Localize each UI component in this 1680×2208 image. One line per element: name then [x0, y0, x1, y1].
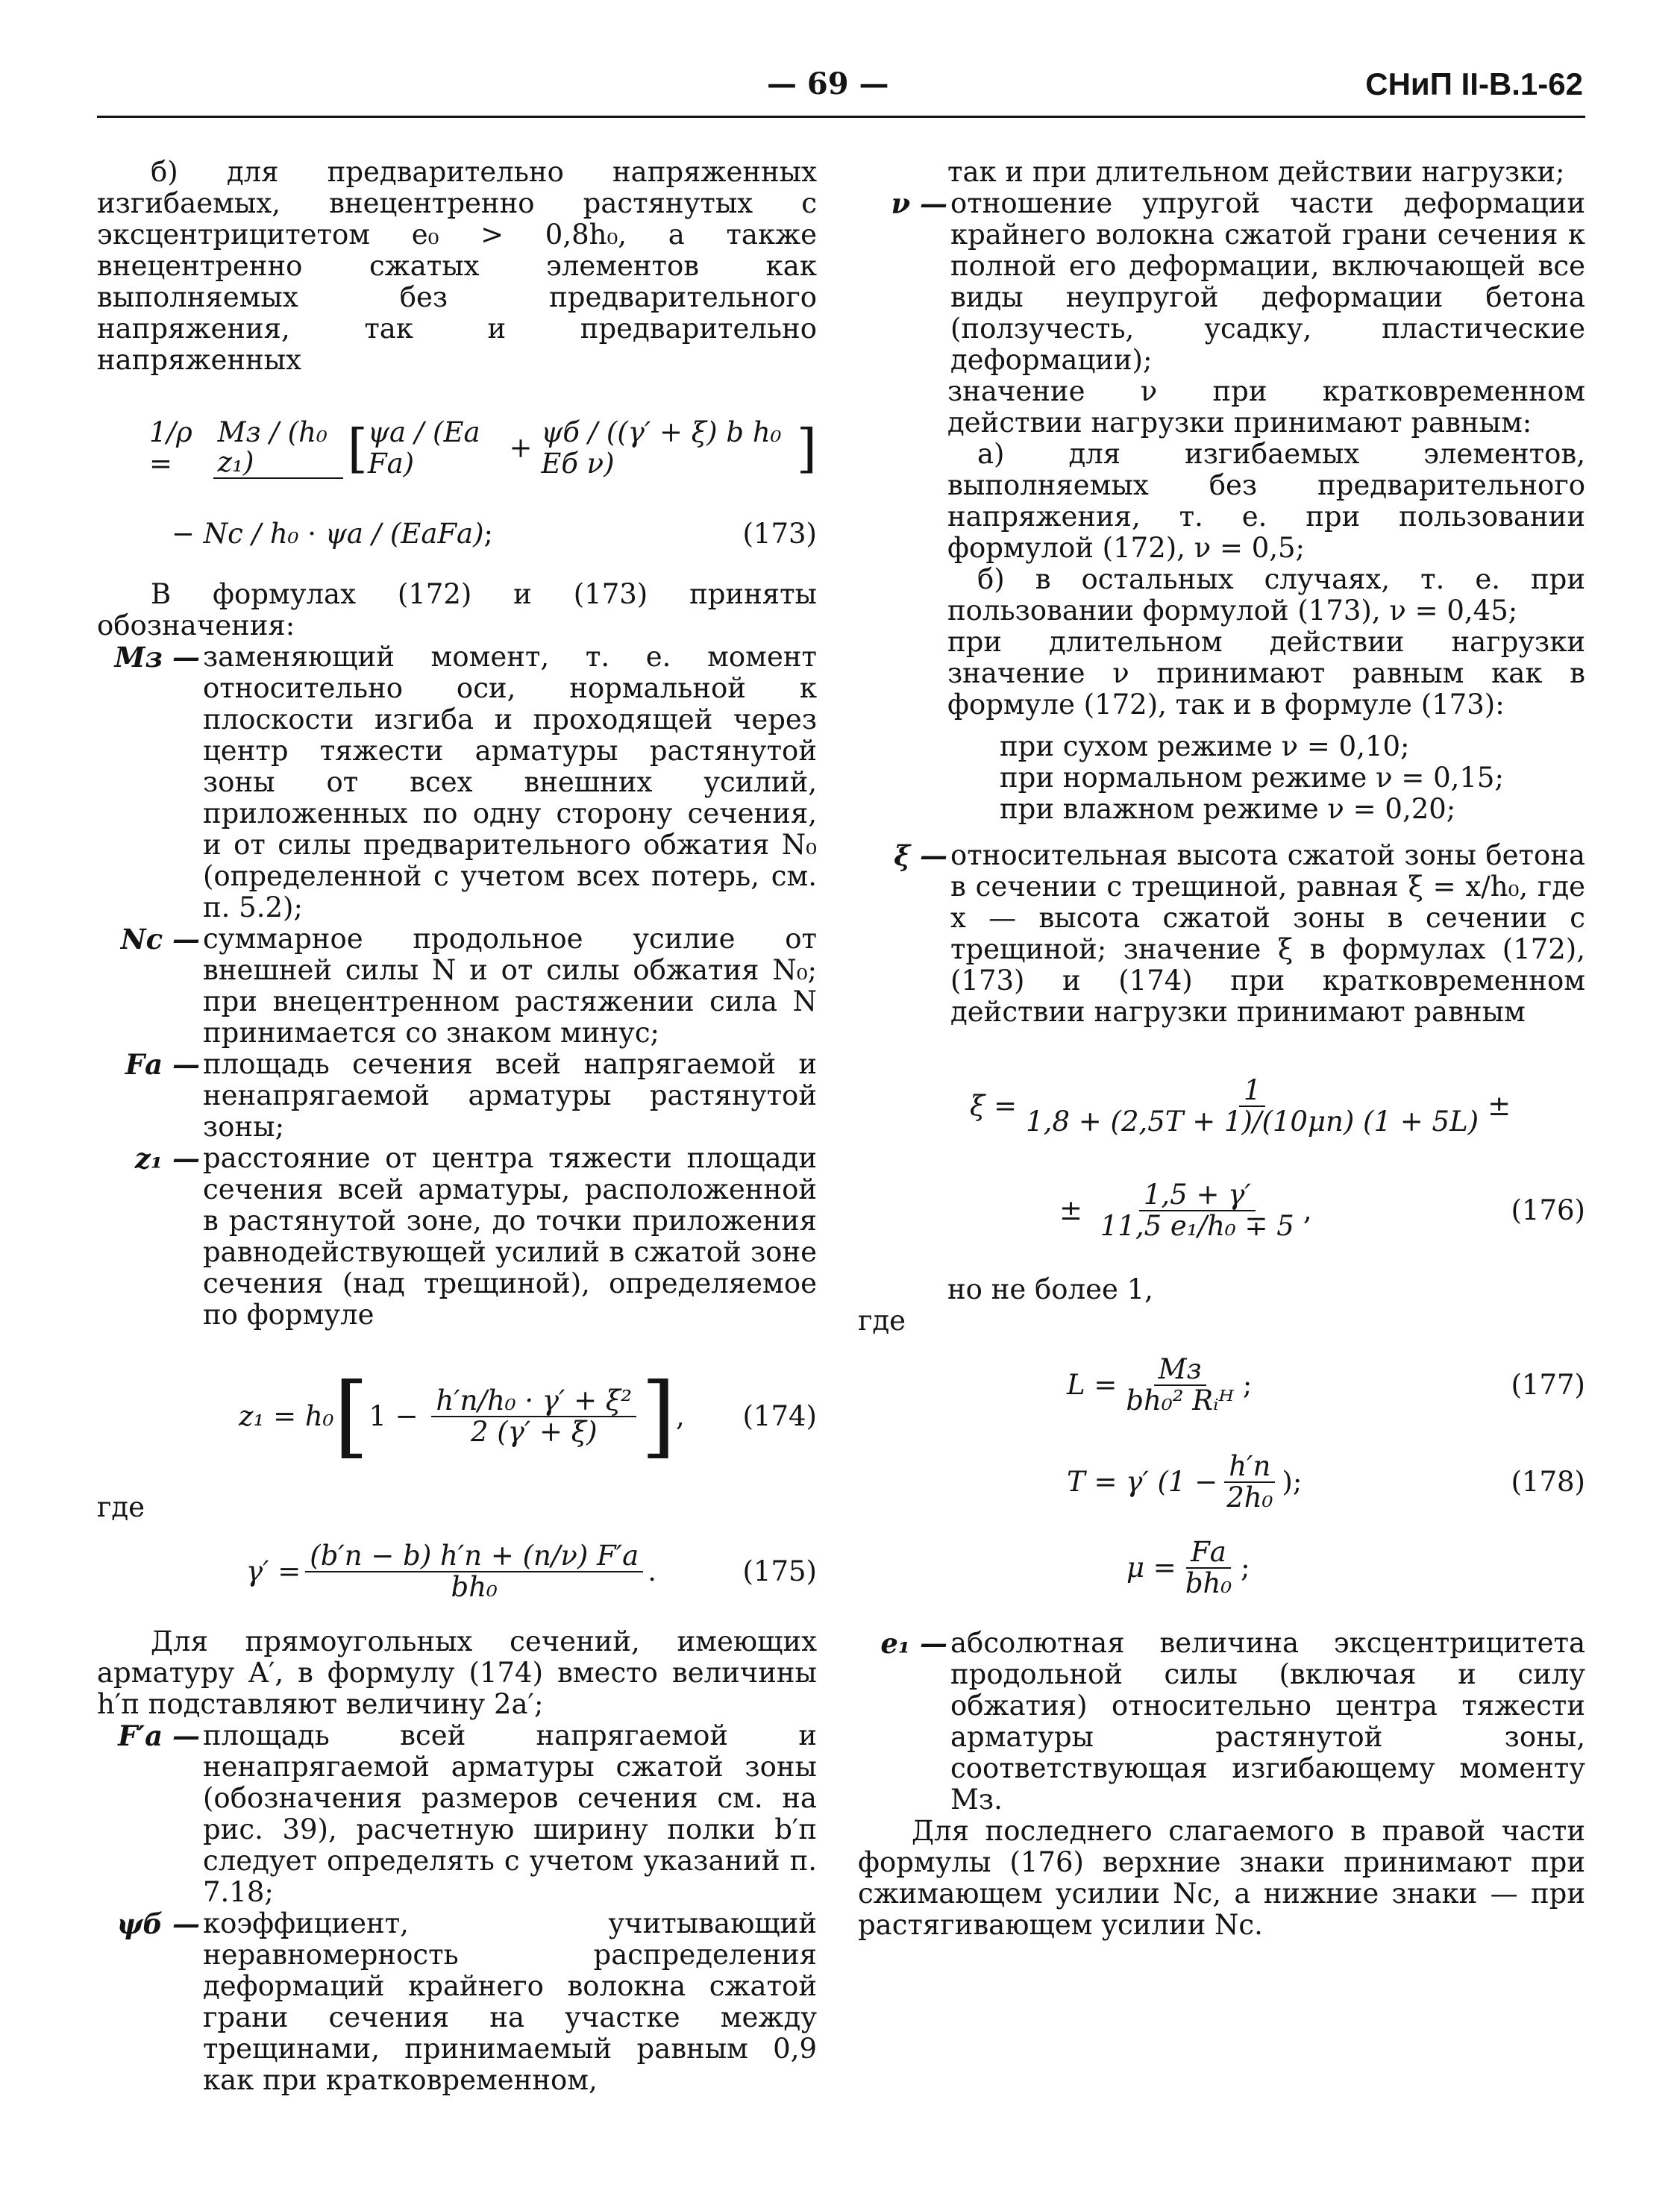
eq175-den: bh₀ [451, 1571, 498, 1603]
page-header [0, 66, 1680, 110]
eq177-lhs: L = [1067, 1369, 1118, 1401]
final-paragraph: Для последнего слагаемого в правой части формулы (176) верхние знаки принимают при сжимающем усилии Nс, а нижние знаки — при растягивающем усилии Nс. [858, 1815, 1585, 1941]
nu-a: а) для изгибаемых элементов, выполняемых без предварительного напряжения, т. е. при пользовании формулой (172), ν = 0,5; [947, 438, 1585, 564]
eq176-num2: 1,5 + γ′ [1139, 1180, 1256, 1211]
eq173-number: (173) [742, 518, 817, 550]
eq174-den: 2 (γ′ + ξ) [470, 1416, 598, 1448]
def-e1: e₁ — абсолютная величина эксцентрицитета продольной силы (включая и силу обжатия) относительно центра тяжести арматуры растянутой зоны, соответствующая изгибающему моменту Mз. [880, 1627, 1585, 1816]
eq176-num: 1 [1239, 1076, 1266, 1107]
page-number: — 69 — [767, 66, 889, 101]
def-nu: ν — отношение упругой части деформации крайнего волокна сжатой грани сечения к полной его деформации, включающей все виды неупругой деформации бетона (ползучесть, усадку, пластические деформации); [891, 187, 1585, 376]
def-fa: Fа — площадь сечения всей напрягаемой и ненапрягаемой арматуры растянутой зоны; [125, 1048, 817, 1143]
eq-mu-den: bh₀ [1185, 1567, 1232, 1599]
eq177-num: Mз [1154, 1355, 1206, 1386]
equation-173: 1/ρ = Mз / (h₀ z₁) [ ψа / (Eа Fа) + ψб / ((γ′ + ξ) b h₀ Eб ν) ] [149, 416, 817, 480]
mode-dry: при сухом режиме ν = 0,10; [1000, 730, 1410, 762]
eq173-t5: ψа / (EаFа) [325, 518, 484, 550]
eq175-lhs: γ′ = [246, 1555, 301, 1587]
eq178-num: h′п [1224, 1452, 1275, 1483]
eq173-t1: Mз / (h₀ z₁) [213, 418, 343, 479]
eq176-den: 1,8 + (2,5T + 1)/(10μn) (1 + 5L) [1026, 1105, 1479, 1138]
para-b: б) для предварительно напряженных изгибаемых, внецентренно растянутых с эксцентрицитетом e₀ > 0,8h₀, а также внецентренно сжатых элементов как выполняемых без предварительного напряжения, так и предварительно напряженных [97, 156, 817, 376]
eq176-pm: ± [1488, 1090, 1511, 1122]
def-nc: Nс — суммарное продольное усилие от внешней силы N и от силы обжатия N₀; при внецентренном растяжении сила N принимается со знаком минус; [120, 923, 817, 1049]
equation-175: γ′ = $\frac{(b'п - b) h'п + (n/\nu) F'а}{\text{bh₀}}$ . (175) [246, 1540, 817, 1603]
where-2: где [858, 1305, 906, 1337]
eq178-lhs: T = γ′ (1 − [1067, 1466, 1218, 1498]
eq174-number: (174) [742, 1400, 817, 1432]
def-fa-prime: F′а — площадь всей напрягаемой и ненапрягаемой арматуры сжатой зоны (обозначения размеров сечения см. на рис. 39), расчетную ширину полки b′п следует определять с учетом указаний п. 7.18; [118, 1719, 817, 1908]
def-z1: z₁ — расстояние от центра тяжести площади сечения всей арматуры, расположенной в растянутой зоне, до точки приложения равнодействующей усилий в сжатой зоне сечения (над трещиной), определяемое по формуле [134, 1142, 817, 1331]
modes-list [858, 731, 1585, 825]
eq176-number: (176) [1511, 1194, 1585, 1226]
eq173-lhs: 1/ρ = [149, 416, 192, 480]
equation-174: z₁ = h₀ [ 1 − $\frac{\text{h′п/h₀ · γ′ + ξ²}}{2 (\gamma' + \xi)}$ ] , (174) [239, 1364, 817, 1468]
continuation: так и при длительном действии нагрузки; [947, 156, 1565, 188]
right-column: так и при длительном действии нагрузки; ν — отношение упругой части деформации крайнего волокна сжатой грани сечения к полной его деформации, включающей все виды неупругой деформации бетона (ползучесть, усадку, пластические деформации); значение ν при кратковременном действии нагрузки принимают равным: а) для изгибаемых элементов, выполняемых без предварительного напряжения, т. е. при пользовании формулой (172), ν = 0,5; б) в остальных случаях, т. е. при пользовании формулой (173), ν = 0,45; при длительном действии нагрузки значение ν принимают равным как в формуле (172), так и в формуле (173): при сухом режиме ν = 0,10; при нормальном режиме ν = 0,15; при влажном режиме ν = 0,20; ξ — относительная высота сжатой зоны бетона в сечении с трещиной, равная ξ = x/h₀, где x — высота сжатой зоны в сечении с трещиной; значение ξ в формулах (172), (173) и (174) при кратковременном действии нагрузки принимают равным ξ = $\frac{1}{1,8 + (2,5T + 1)/(10\mu n) (1 + 5L)}$ ± ± $\frac{1,5 + \gamma'}{\text{11,5 e₁/h₀ ∓ 5}}$ , (176) но не более 1, где L = $\frac{Mз}{\text{bh₀² Rᵢᴴ}}$ ; (177) T = γ′ (1 − $\frac{h'п}{\text{2h₀}}$ ); (178) μ = $\frac{Fа}{\text{bh₀}}$ ; e₁ — абсолютная величина эксцентрицитета продольной силы (включая и силу обжатия) относительно центра тяжести арматуры растянутой зоны, соответствующая изгибающему моменту Mз. Для последнего слагаемого в правой части формулы (176) верхние знаки принимают при сжимающем усилии Nс, а нижние знаки — при растягивающем усилии Nс. [858, 156, 1585, 1941]
eq177-den: bh₀² Rᵢᴴ [1126, 1384, 1234, 1417]
equation-176 [970, 1050, 1585, 1162]
nu-long: при длительном действии нагрузки значение ν принимают равным как в формуле (172), так и в формуле (173): [947, 626, 1585, 721]
def-mz: Mз — заменяющий момент, т. е. момент относительно оси, нормальной к плоскости изгиба и проходящей через центр тяжести арматуры растянутой зоны от всех внешних усилий, приложенных по одну сторону сечения, и от силы предварительного обжатия N₀ (определенной с учетом всех потерь, см. п. 5.2); [114, 641, 817, 923]
eq175-number: (175) [742, 1555, 817, 1587]
eq174-num: h′п/h₀ · γ′ + ξ² [431, 1386, 636, 1417]
equation-177: L = $\frac{Mз}{\text{bh₀² Rᵢᴴ}}$ ; (177) [1067, 1353, 1585, 1417]
equation-mu: μ = $\frac{Fа}{\text{bh₀}}$ ; [1126, 1536, 1250, 1599]
where-1: где [97, 1491, 145, 1523]
header-rule [97, 116, 1585, 118]
eq176-lhs: ξ = [970, 1090, 1018, 1122]
eq178-den: 2h₀ [1226, 1481, 1273, 1514]
eq174-lhs: z₁ = h₀ [239, 1400, 334, 1432]
mode-wet: при влажном режиме ν = 0,20; [1000, 793, 1456, 825]
def-psi-b: ψб — коэффициент, учитывающий неравномерность распределения деформаций крайнего волокна сжатой грани сечения на участке между трещинами, принимаемый равным 0,9 как при кратковременном, [116, 1907, 817, 2096]
equation-178: T = γ′ (1 − $\frac{h'п}{\text{2h₀}}$ ); (178) [1067, 1450, 1585, 1514]
eq-mu-num: Fа [1186, 1537, 1231, 1569]
eq173-t2: ψа / (Eа Fа) [367, 416, 480, 480]
notation-intro: В формулах (172) и (173) приняты обозначения: [97, 578, 817, 642]
left-column: б) для предварительно напряженных изгибаемых, внецентренно растянутых с эксцентрицитетом e₀ > 0,8h₀, а также внецентренно сжатых элементов как выполняемых без предварительного напряжения, так и предварительно напряженных 1/ρ = Mз / (h₀ z₁) [ ψа / (Eа Fа) + ψб / ((γ′ + ξ) b h₀ Eб ν) ] − Nс / h₀ · ψа / (EаFа) ; (173) В формулах (172) и (173) приняты обозначения: Mз — заменяющий момент, т. е. момент относительно оси, нормальной к плоскости изгиба и проходящей через центр тяжести арматуры растянутой зоны от всех внешних усилий, приложенных по одну сторону сечения, и от силы предварительного обжатия N₀ (определенной с учетом всех потерь, см. п. 5.2); Nс — суммарное продольное усилие от внешней силы N и от силы обжатия N₀; при внецентренном растяжении сила N принимается со знаком минус; Fа — площадь сечения всей напрягаемой и ненапрягаемой арматуры растянутой зоны; z₁ — расстояние от центра тяжести площади сечения всей арматуры, расположенной в растянутой зоне, до точки приложения равнодействующей усилий в сжатой зоне сечения (над трещиной), определяемое по формуле z₁ = h₀ [ 1 − $\frac{\text{h′п/h₀ · γ′ + ξ²}}{2 (\gamma' + \xi)}$ ] , (174) где γ′ = $\frac{(b'п - b) h'п + (n/\nu) F'а}{\text{bh₀}}$ . (175) Для прямоугольных сечений, имеющих арматуру A′, в формулу (174) вместо величины h′п подставляют величину 2a′; F′а — площадь всей напрягаемой и ненапрягаемой арматуры сжатой зоны (обозначения размеров сечения см. на рис. 39), расчетную ширину полки b′п следует определять с учетом указаний п. 7.18; ψб — коэффициент, учитывающий неравномерность распределения деформаций крайнего волокна сжатой грани сечения на участке между трещинами, принимаемый равным 0,9 как при кратковременном, [97, 156, 817, 2096]
def-xi: ξ — относительная высота сжатой зоны бетона в сечении с трещиной, равная ξ = x/h₀, где x — высота сжатой зоны в сечении с трещиной; значение ξ в формулах (172), (173) и (174) при кратковременном действии нагрузки принимают равным [894, 839, 1585, 1028]
nu-short: значение ν при кратковременном действии нагрузки принимают равным: [947, 375, 1585, 439]
eq178-number: (178) [1511, 1466, 1585, 1498]
eq-mu-lhs: μ = [1126, 1552, 1176, 1584]
eq177-number: (177) [1511, 1369, 1585, 1401]
eq173-t3: ψб / ((γ′ + ξ) b h₀ Eб ν) [541, 416, 782, 480]
mode-normal: при нормальном режиме ν = 0,15; [1000, 762, 1504, 794]
nu-b: б) в остальных случаях, т. е. при пользовании формулой (173), ν = 0,45; [947, 563, 1585, 627]
document-code: СНиП II-В.1-62 [1365, 66, 1583, 101]
eq176-den2: 11,5 e₁/h₀ ∓ 5 [1100, 1210, 1294, 1242]
eq173-t4: Nс / h₀ [203, 518, 299, 550]
not-more: но не более 1, [947, 1273, 1153, 1305]
para-rect: Для прямоугольных сечений, имеющих арматуру A′, в формулу (174) вместо величины h′п подставляют величину 2a′; [97, 1625, 817, 1720]
eq175-num: (b′п − b) h′п + (n/ν) F′а [305, 1541, 643, 1572]
